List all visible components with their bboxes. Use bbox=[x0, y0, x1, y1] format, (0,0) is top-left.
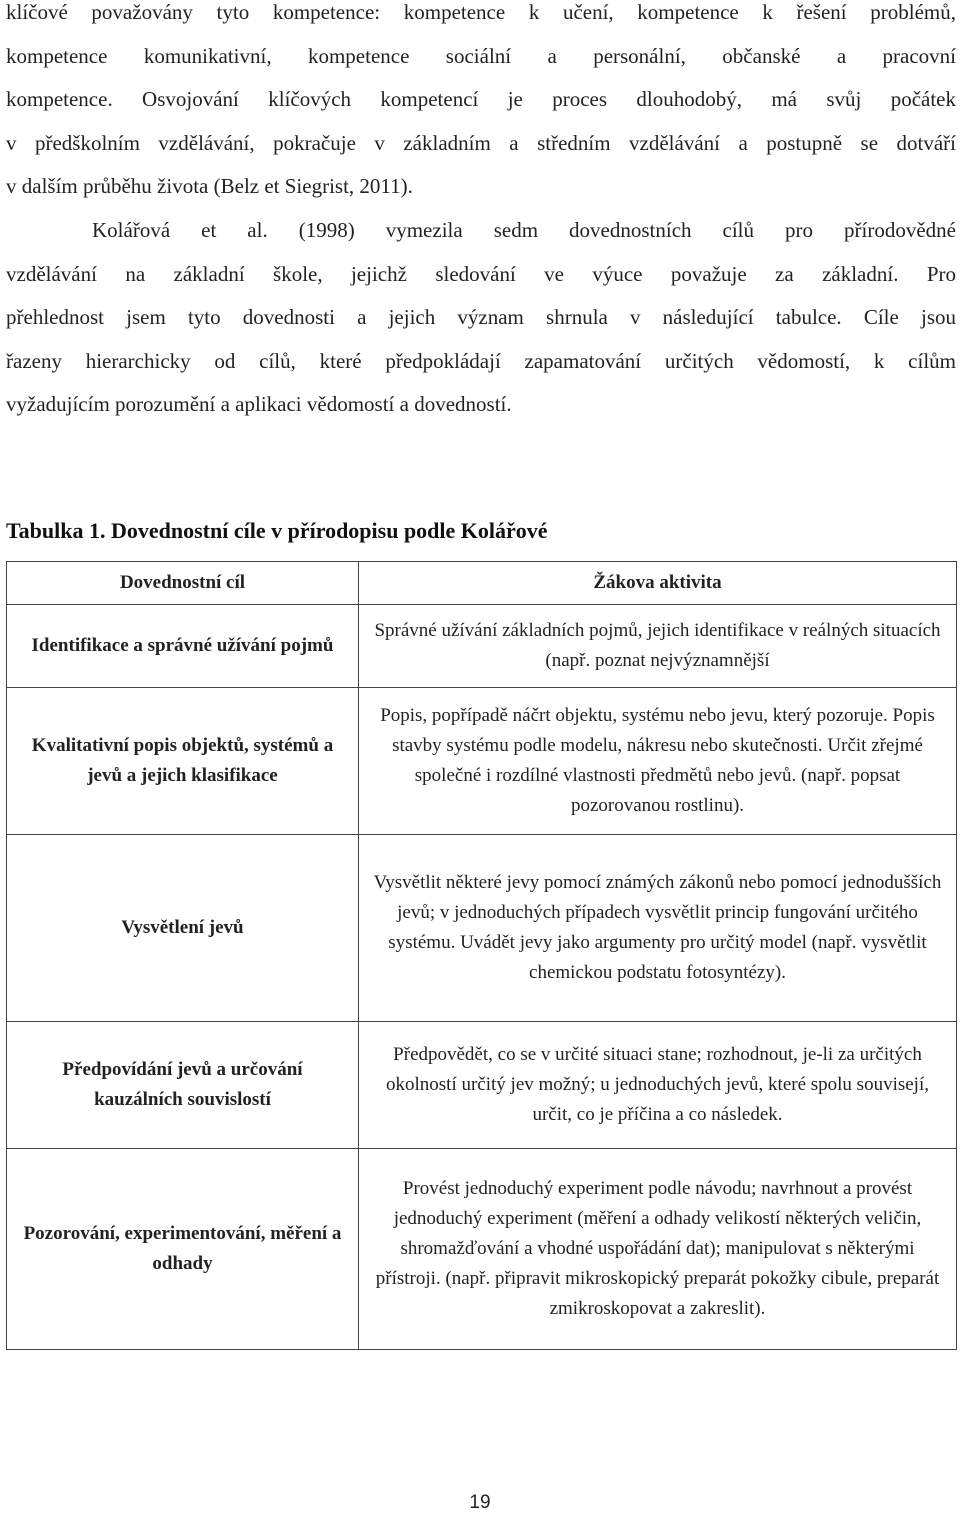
paragraph-line: v dalším průběhu života (Belz et Siegrist, 2011). bbox=[6, 174, 413, 198]
paragraph-line: kompetence komunikativní, kompetence sociální a personální, občanské a pracovní bbox=[6, 43, 956, 68]
activity-cell: Vysvětlit některé jevy pomocí známých zákonů nebo pomocí jednodušších jevů; v jednoduchých případech vysvětlit princip fungování určitého systému. Uvádět jevy jako argumenty pro určitý model (např. vysvětlit chemickou podstatu fotosyntézy). bbox=[359, 835, 957, 1022]
goal-cell: Pozorování, experimentování, měření a odhady bbox=[7, 1149, 359, 1350]
activity-cell bbox=[359, 605, 957, 688]
paragraph-line: v předškolním vzdělávání, pokračuje v základním a středním vzdělávání a postupně se dotváří bbox=[6, 130, 956, 155]
activity-cell: Provést jednoduchý experiment podle návodu; navrhnout a provést jednoduchý experiment (měření a odhady velikostí některých veličin, shromažďování a vhodné uspořádání dat); manipulovat s některými přístroji. (např. připravit mikroskopický preparát pokožky cibule, preparát zmikroskopovat a zakreslit). bbox=[359, 1149, 957, 1350]
paragraph-line: vzdělávání na základní škole, jejichž sledování ve výuce považuje za základní. Pro bbox=[6, 261, 956, 286]
paragraph-line: klíčové považovány tyto kompetence: kompetence k učení, kompetence k řešení problémů, bbox=[6, 0, 956, 24]
table-row bbox=[7, 688, 957, 835]
paragraph-line: vyžadujícím porozumění a aplikaci vědomostí a dovedností. bbox=[6, 392, 512, 416]
skill-goals-table bbox=[6, 561, 957, 1350]
paragraph-line: řazeny hierarchicky od cílů, které předpokládají zapamatování určitých vědomostí, k cílům bbox=[6, 348, 956, 373]
paragraph-skill-goals bbox=[6, 209, 956, 427]
table-row bbox=[7, 1149, 957, 1350]
column-header-goal: Dovednostní cíl bbox=[7, 562, 359, 605]
table-row bbox=[7, 605, 957, 688]
activity-text: Správné užívání základních pojmů, jejich identifikace v reálných situacích (např. poznat nejvýznamnější bbox=[374, 620, 941, 671]
goal-cell: Kvalitativní popis objektů, systémů a jevů a jejich klasifikace bbox=[7, 688, 359, 835]
table-caption: Tabulka 1. Dovednostní cíle v přírodopisu podle Kolářové bbox=[6, 518, 548, 543]
page-number: 19 bbox=[469, 1492, 491, 1513]
paragraph-line: Kolářová et al. (1998) vymezila sedm dovednostních cílů pro přírodovědné bbox=[92, 218, 956, 242]
goal-cell: Předpovídání jevů a určování kauzálních souvislostí bbox=[7, 1022, 359, 1149]
table-row bbox=[7, 1022, 957, 1149]
paragraph-competences bbox=[6, 0, 956, 209]
goal-cell: Identifikace a správné užívání pojmů bbox=[7, 605, 359, 688]
activity-cell: Předpovědět, co se v určité situaci stane; rozhodnout, je-li za určitých okolností určitý jev možný; u jednoduchých jevů, které spolu souvisejí, určit, co je příčina a co následek. bbox=[359, 1022, 957, 1149]
activity-cell: Popis, popřípadě náčrt objektu, systému nebo jevu, který pozoruje. Popis stavby systému podle modelu, nákresu nebo skutečnosti. Určit zřejmé společné i rozdílné vlastnosti předmětů nebo jevů. (např. popsat pozorovanou rostlinu). bbox=[359, 688, 957, 835]
table-header-row bbox=[7, 562, 957, 605]
paragraph-line: kompetence. Osvojování klíčových kompetencí je proces dlouhodobý, má svůj počátek bbox=[6, 87, 956, 111]
table-row bbox=[7, 835, 957, 1022]
paragraph-line: přehlednost jsem tyto dovednosti a jejich význam shrnula v následující tabulce. Cíle jsou bbox=[6, 305, 956, 329]
goal-cell: Vysvětlení jevů bbox=[7, 835, 359, 1022]
column-header-activity: Žákova aktivita bbox=[359, 562, 957, 605]
